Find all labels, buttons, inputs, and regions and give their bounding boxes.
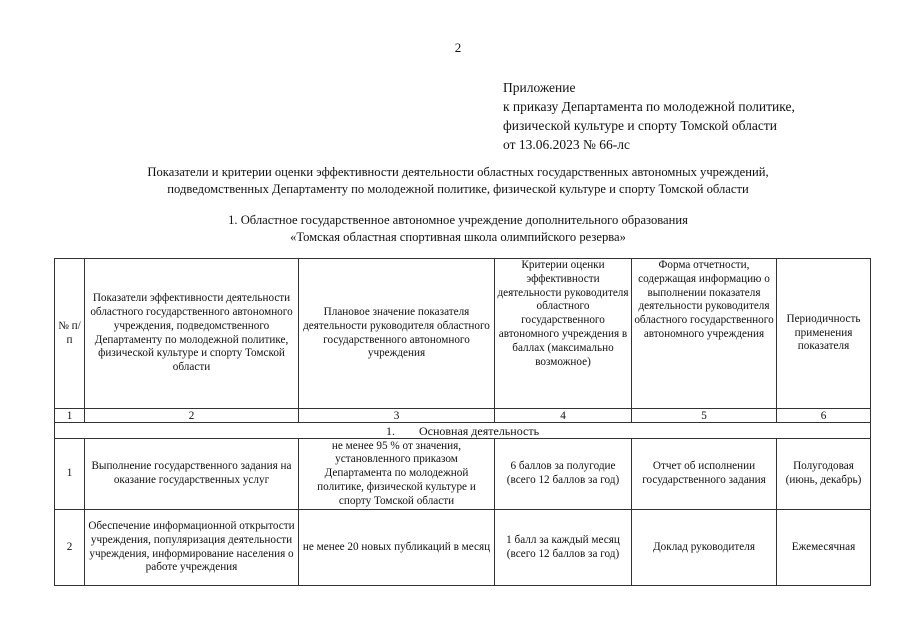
row-number: 2 [55,510,85,586]
column-number: 2 [85,409,299,423]
row-report: Доклад руководителя [632,510,777,586]
row-plan: не менее 20 новых публикаций в месяц [299,510,495,586]
table-row [55,510,871,586]
row-criteria: 1 балл за каждый месяц (всего 12 баллов за год) [495,510,632,586]
column-number: 6 [777,409,871,423]
row-indicator: Выполнение государственного задания на оказание государственных услуг [85,439,299,510]
appendix-line: физической культуре и спорту Томской области [503,118,777,133]
header-cell-number: № п/п [55,259,85,409]
row-period: Полугодовая (июнь, декабрь) [777,439,871,510]
column-number: 5 [632,409,777,423]
header-row [55,259,871,409]
row-number: 1 [55,439,85,510]
appendix-line: Приложение [503,80,576,95]
subtitle-line: 1. Областное государственное автономное учреждение дополнительного образования [228,213,688,227]
section-title: 1. Основная деятельность [55,423,871,439]
column-number-row [55,409,871,423]
page-number: 2 [454,40,462,55]
row-report: Отчет об исполнении государственного задания [632,439,777,510]
section-row [55,423,871,439]
column-number: 4 [495,409,632,423]
header-cell-indicator: Показатели эффективности деятельности областного государственного автономного учреждения, подведомственного Департаменту по молодежной политике, физической культуре и спорту Томской области [85,259,299,409]
appendix-line: к приказу Департамента по молодежной политике, [503,99,795,114]
row-period: Ежемесячная [777,510,871,586]
row-indicator: Обеспечение информационной открытости учреждения, популяризация деятельности учреждения, информирование населения о работе учреждения [85,510,299,586]
appendix-block [503,78,795,154]
row-plan: не менее 95 % от значения, установленного приказом Департамента по молодежной политике, физической культуре и спорту Томской области [299,439,495,510]
column-number: 3 [299,409,495,423]
appendix-line: от 13.06.2023 № 66-лс [503,137,630,152]
column-number: 1 [55,409,85,423]
document-title [0,164,906,198]
header-cell-report: Форма отчетности, содержащая информацию о выполнении показателя деятельности руководителя областного государственного автономного учреждения [632,259,777,409]
institution-title [0,212,906,246]
header-cell-criteria: Критерии оценки эффективности деятельности руководителя областного государственного автономного учреждения в баллах (максимально возможное) [495,259,632,409]
title-line: подведомственных Департаменту по молодежной политике, физической культуре и спорту Томской области [167,182,749,196]
subtitle-line: «Томская областная спортивная школа олимпийского резерва» [290,230,626,244]
header-cell-period: Периодичность применения показателя [777,259,871,409]
header-cell-plan: Плановое значение показателя деятельности руководителя областного государственного автономного учреждения [299,259,495,409]
indicators-table [54,258,871,586]
table-row [55,439,871,510]
row-criteria: 6 баллов за полугодие (всего 12 баллов за год) [495,439,632,510]
title-line: Показатели и критерии оценки эффективности деятельности областных государственных автономных учреждений, [147,165,769,179]
